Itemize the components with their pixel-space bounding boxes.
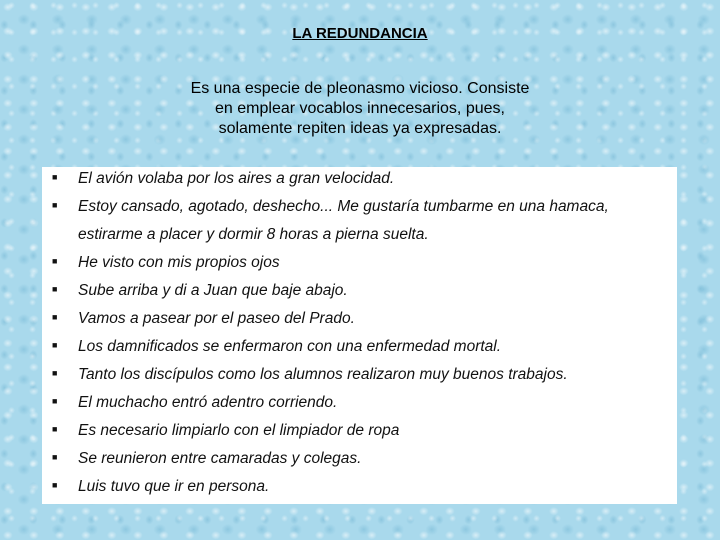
list-item <box>52 198 609 216</box>
bullet-icon: ■ <box>52 339 58 350</box>
list-item <box>52 338 501 356</box>
list-item <box>52 366 568 384</box>
list-item <box>52 170 394 188</box>
page-title: LA REDUNDANCIA <box>292 25 428 42</box>
example-text: Se reunieron entre camaradas y colegas. <box>78 450 362 467</box>
bullet-icon: ■ <box>52 395 58 406</box>
definition-line-3: solamente repiten ideas ya expresadas. <box>218 120 502 137</box>
bullet-icon: ■ <box>52 255 58 266</box>
example-text: Estoy cansado, agotado, deshecho... Me gustaría tumbarme en una hamaca, <box>78 198 609 215</box>
example-text: El avión volaba por los aires a gran velocidad. <box>78 170 395 187</box>
example-continuation: estirarme a placer y dormir 8 horas a pierna suelta. <box>78 226 429 243</box>
bullet-icon: ■ <box>52 171 58 182</box>
example-text: Es necesario limpiarlo con el limpiador de ropa <box>78 422 400 439</box>
example-text: Luis tuvo que ir en persona. <box>78 478 270 495</box>
list-item <box>52 282 348 300</box>
example-text: Vamos a pasear por el paseo del Prado. <box>78 310 355 327</box>
bullet-icon: ■ <box>52 199 58 210</box>
definition-line-2: en emplear vocablos innecesarios, pues, <box>215 100 505 117</box>
example-text: Tanto los discípulos como los alumnos realizaron muy buenos trabajos. <box>78 366 568 383</box>
bullet-icon: ■ <box>52 479 58 490</box>
list-item <box>52 422 399 440</box>
examples-panel <box>42 167 677 504</box>
bullet-icon: ■ <box>52 311 58 322</box>
list-item <box>52 478 269 496</box>
definition-line-1: Es una especie de pleonasmo vicioso. Consiste <box>190 80 530 97</box>
example-text: Los damnificados se enfermaron con una enfermedad mortal. <box>78 338 502 355</box>
example-text: Sube arriba y di a Juan que baje abajo. <box>78 282 348 299</box>
list-item <box>52 310 355 328</box>
bullet-icon: ■ <box>52 451 58 462</box>
list-item <box>52 254 280 272</box>
definition-text <box>150 79 570 139</box>
bullet-icon: ■ <box>52 423 58 434</box>
example-text: El muchacho entró adentro corriendo. <box>78 394 338 411</box>
list-item <box>52 450 361 468</box>
example-text: He visto con mis propios ojos <box>78 254 280 271</box>
bullet-icon: ■ <box>52 283 58 294</box>
list-item <box>52 394 337 412</box>
bullet-icon: ■ <box>52 367 58 378</box>
